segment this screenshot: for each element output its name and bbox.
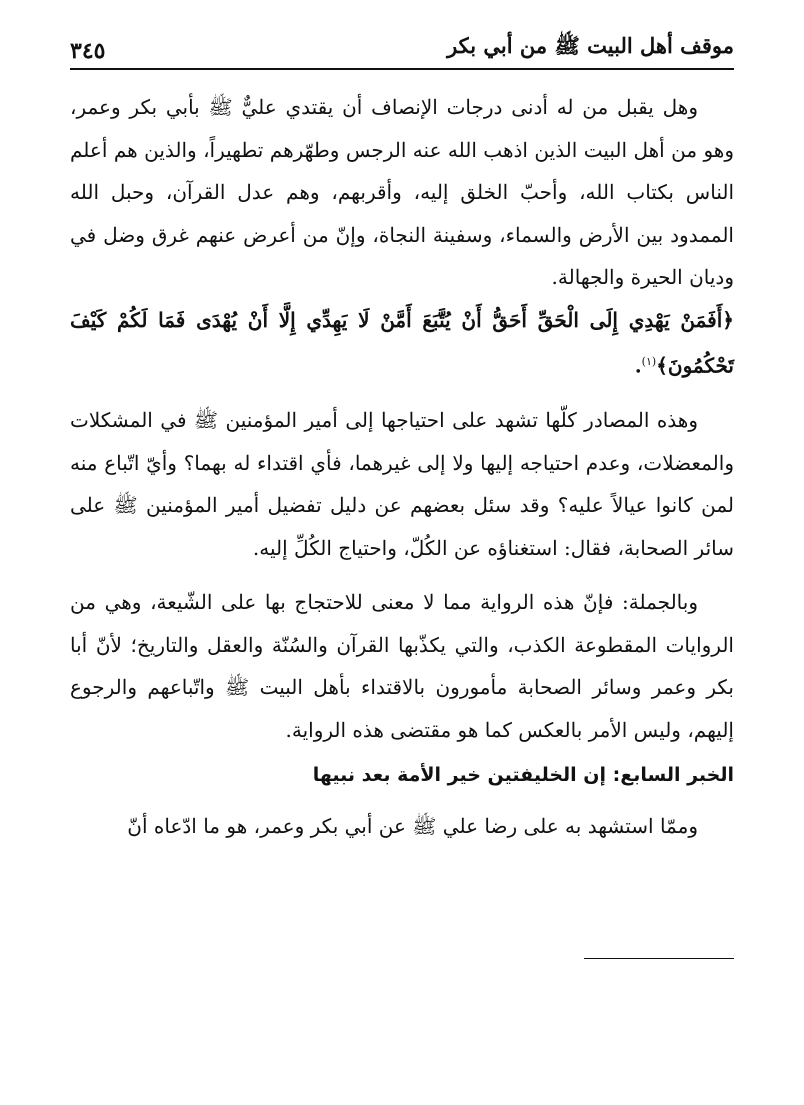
running-title: موقف أهل البيت ﷺ من أبي بكر (447, 33, 734, 58)
closing-paragraph: وممّا استشهد به على رضا علي ﷺ عن أبي بكر وعمر، هو ما ادّعاه أنّ (127, 814, 698, 839)
paragraph-2: وهذه المصادر كلّها تشهد على احتياجها إلى أمير المؤمنين ﷺ في المشكلات والمعضلات، وعدم احتياجه إليها ولا إلى غيرهما، فأي اقتداء له بهما؟ وأيّ اتّباع منه لمن كانوا عيالاً عليه؟ وقد سئل بعضهم عن دليل تفضيل أمير المؤمنين ﷺ على سائر الصحابة، فقال: استغناؤه عن الكُلّ، واحتياج الكُلِّ إليه. (70, 408, 734, 560)
paragraph-1: وهل يقبل من له أدنى درجات الإنصاف أن يقتدي عليٌّ ﷺ بأبي بكر وعمر، وهو من أهل البيت الذين اذهب الله عنه الرجس وطهّرهم تطهيراً، والذين هم أعلم الناس بكتاب الله، وأحبّ الخلق إليه، وأقربهم، وهم عدل القرآن، وحبل الله الممدود بين الأرض والسماء، وسفينة النجاة، وإنّ من أعرض عنهم غرق وضل في وديان الحيرة والجهالة. (70, 95, 734, 289)
page-number: ٣٤٥ (70, 38, 106, 64)
paragraph-3: وبالجملة: فإنّ هذه الرواية مما لا معنى للاحتجاج بها على الشّيعة، وهي من الروايات المقطوعة الكذب، والتي يكذّبها القرآن والسُنّة والعقل والتاريخ؛ لأنّ أبا بكر وعمر وسائر الصحابة مأمورون بالاقتداء بأهل البيت ﷺ واتّباعهم والرجوع إليهم، وليس الأمر بالعكس كما هو مقتضى هذه الرواية. (70, 590, 734, 742)
footnote-separator (584, 958, 734, 959)
running-header (70, 30, 734, 64)
footnote-marker: (١) (641, 355, 657, 368)
verse-text: ﴿أَفَمَنْ يَهْدِي إِلَى الْحَقِّ أَحَقُّ أَنْ يُتَّبَعَ أَمَّنْ لَا يَهِدِّي إِلَّا أَنْ يُهْدَى فَمَا لَكُمْ كَيْفَ تَحْكُمُونَ﴾ (70, 307, 734, 378)
quran-verse: ﴿أَفَمَنْ يَهْدِي إِلَى الْحَقِّ أَحَقُّ أَنْ يُتَّبَعَ أَمَّنْ لَا يَهِدِّي إِلَّا أَنْ يُهْدَى فَمَا لَكُمْ كَيْفَ تَحْكُمُونَ﴾$^{(١)}$. (70, 307, 734, 378)
page-body (70, 86, 734, 848)
header-rule (70, 68, 734, 70)
section-title: : إن الخليفتين خير الأمة بعد نبيها (312, 764, 621, 787)
section-heading (70, 755, 734, 795)
section-label: الخبر السابع (620, 764, 734, 787)
book-page (70, 30, 734, 848)
